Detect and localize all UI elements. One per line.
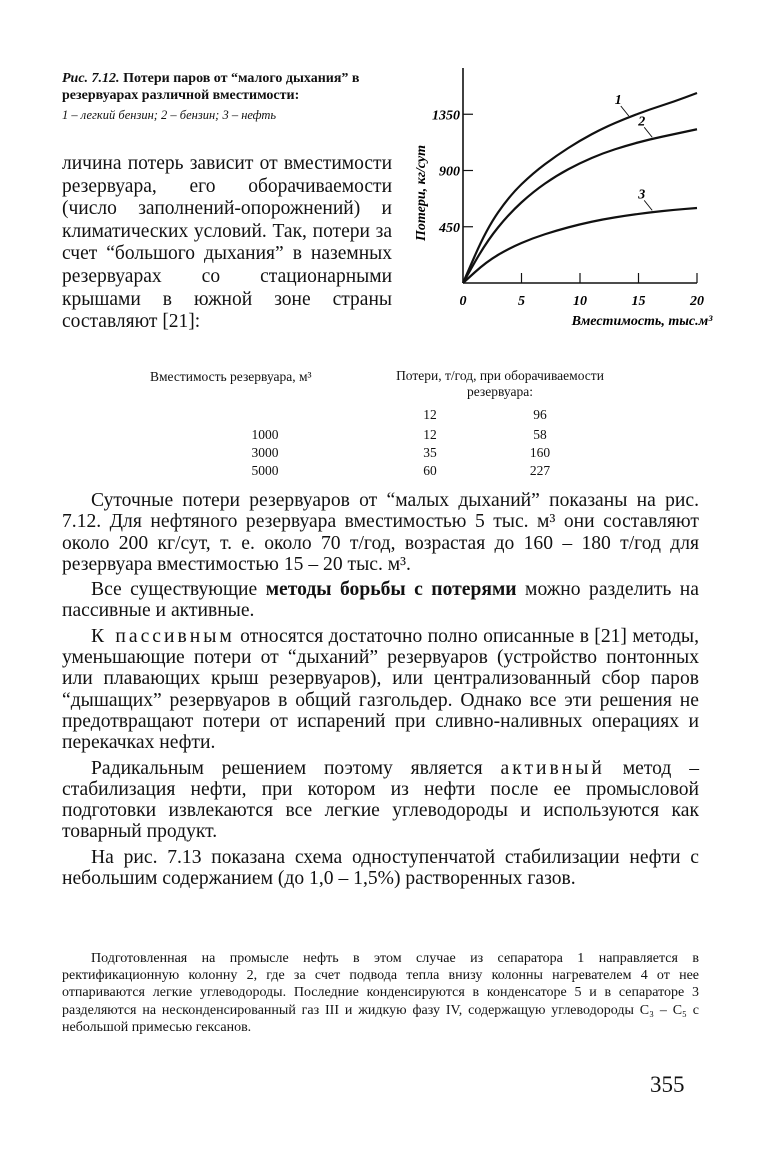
paragraph-3: К пассивным относятся достаточно полно описанные в [21] методы, уменьшающие потери от “дыханий” резервуаров (устройство понтонных или плавающих крыш резервуаров), или централизованный сбор паров “дышащих” резервуаров в общий газгольдер. Однако все эти решения не предотвращают потери от испарений при сливно-наливных операциях и перекачках нефти. [62,625,699,754]
spaced-phrase: активный [500,757,605,779]
series-label: 1 [614,93,622,108]
cell-v96: 227 [529,463,551,478]
small-print-paragraph: Подготовленная на промысле нефть в этом случае из сепаратора 1 направляется в ректификационную колонну 2, где за счет подвода тепла внизу колонны нагревателем 4 от нее отпариваются легкие углеводороды. Последние конденсируются в конденсаторе 5 и в сепараторе 3 разделяются на несконденсированный газ III и жидкую фазу IV, содержащую углеводороды C₃ – C₅ с небольшой примесью гексанов. [62,951,699,1035]
subheader-96: 96 [533,407,547,422]
cell-capacity: 1000 [251,427,279,442]
x-tick-label: 10 [573,294,587,309]
series-leader [644,127,652,137]
subheader-12: 12 [423,407,437,422]
cell-capacity: 5000 [251,463,279,478]
cell-v12: 35 [423,445,437,460]
series-label: 3 [638,187,646,203]
series-line-2 [463,129,697,283]
x-tick-label: 15 [631,294,646,309]
figure-caption [62,70,397,124]
table-header-capacity: Вместимость резервуара, м³ [150,369,312,384]
y-tick-label: 900 [439,164,460,180]
y-axis-label: Потери, кг/сут [414,145,429,241]
series-leader [644,200,652,210]
bold-phrase: методы борьбы с потерями [265,579,517,601]
y-tick-label: 1350 [432,108,460,124]
spaced-phrase: К пассивным [91,625,235,647]
x-tick-label: 20 [690,294,704,309]
series-leader [621,106,629,116]
table-row [150,444,610,461]
cell-v96: 58 [533,427,547,442]
series-line-3 [463,208,697,283]
x-tick-label: 0 [459,294,467,309]
chart-series [463,93,697,283]
table-header-losses: Потери, т/год, при оборачиваемости резервуара: [396,368,604,399]
paragraph-2: Все существующие методы борьбы с потерями можно разделить на пассивные и активные. [62,579,699,622]
cell-capacity: 3000 [251,445,279,460]
loss-chart [408,70,738,340]
x-axis-label: Вместимость, тыс.м³ [571,314,713,329]
paragraph-1: Суточные потери резервуаров от “малых дыханий” показаны на рис. 7.12. Для нефтяного резервуара вместимостью 5 тыс. м³ они составляют около 200 кг/сут, т. е. около 70 т/год, возрастая до 160 – 180 т/год для резервуара вместимостью 15 – 20 тыс. м³. [62,490,699,575]
cell-v12: 12 [423,427,437,442]
paragraph-4: Радикальным решением поэтому является активный метод – стабилизация нефти, при котором из нефти после ее промысловой подготовки извлекаются все легкие углеводороды и используются как товарный продукт. [62,757,699,843]
chart-axes [463,68,697,283]
page-number: 355 [650,1072,685,1097]
x-tick-label: 5 [518,294,525,309]
figure-legend: 1 – легкий бензин; 2 – бензин; 3 – нефть [62,108,277,122]
y-tick-label: 450 [439,220,460,236]
main-text [62,490,699,893]
cell-v96: 160 [529,445,551,460]
series-label: 2 [638,114,646,130]
paragraph-5: На рис. 7.13 показана схема одноступенчатой стабилизации нефти с небольшим содержанием (до 1,0 – 1,5%) растворенных газов. [62,846,699,890]
chart-svg [408,70,738,340]
cell-v12: 60 [423,463,437,478]
table-row [150,426,610,443]
figure-title: Потери паров от “малого дыхания” в резервуарах различной вместимости: [62,71,360,103]
figure-number: Рис. 7.12. [62,71,120,86]
table-subheader-row [150,406,610,423]
left-column-text: личина потерь зависит от вместимости резервуара, его оборачиваемости (число заполнений-опорожнений) и климатических условий. Так, потери за счет “большого дыхания” в наземных резервуарах со стационарными крышами в южной зоне страны составляют [21]: [62,153,392,333]
table-row [150,462,610,479]
